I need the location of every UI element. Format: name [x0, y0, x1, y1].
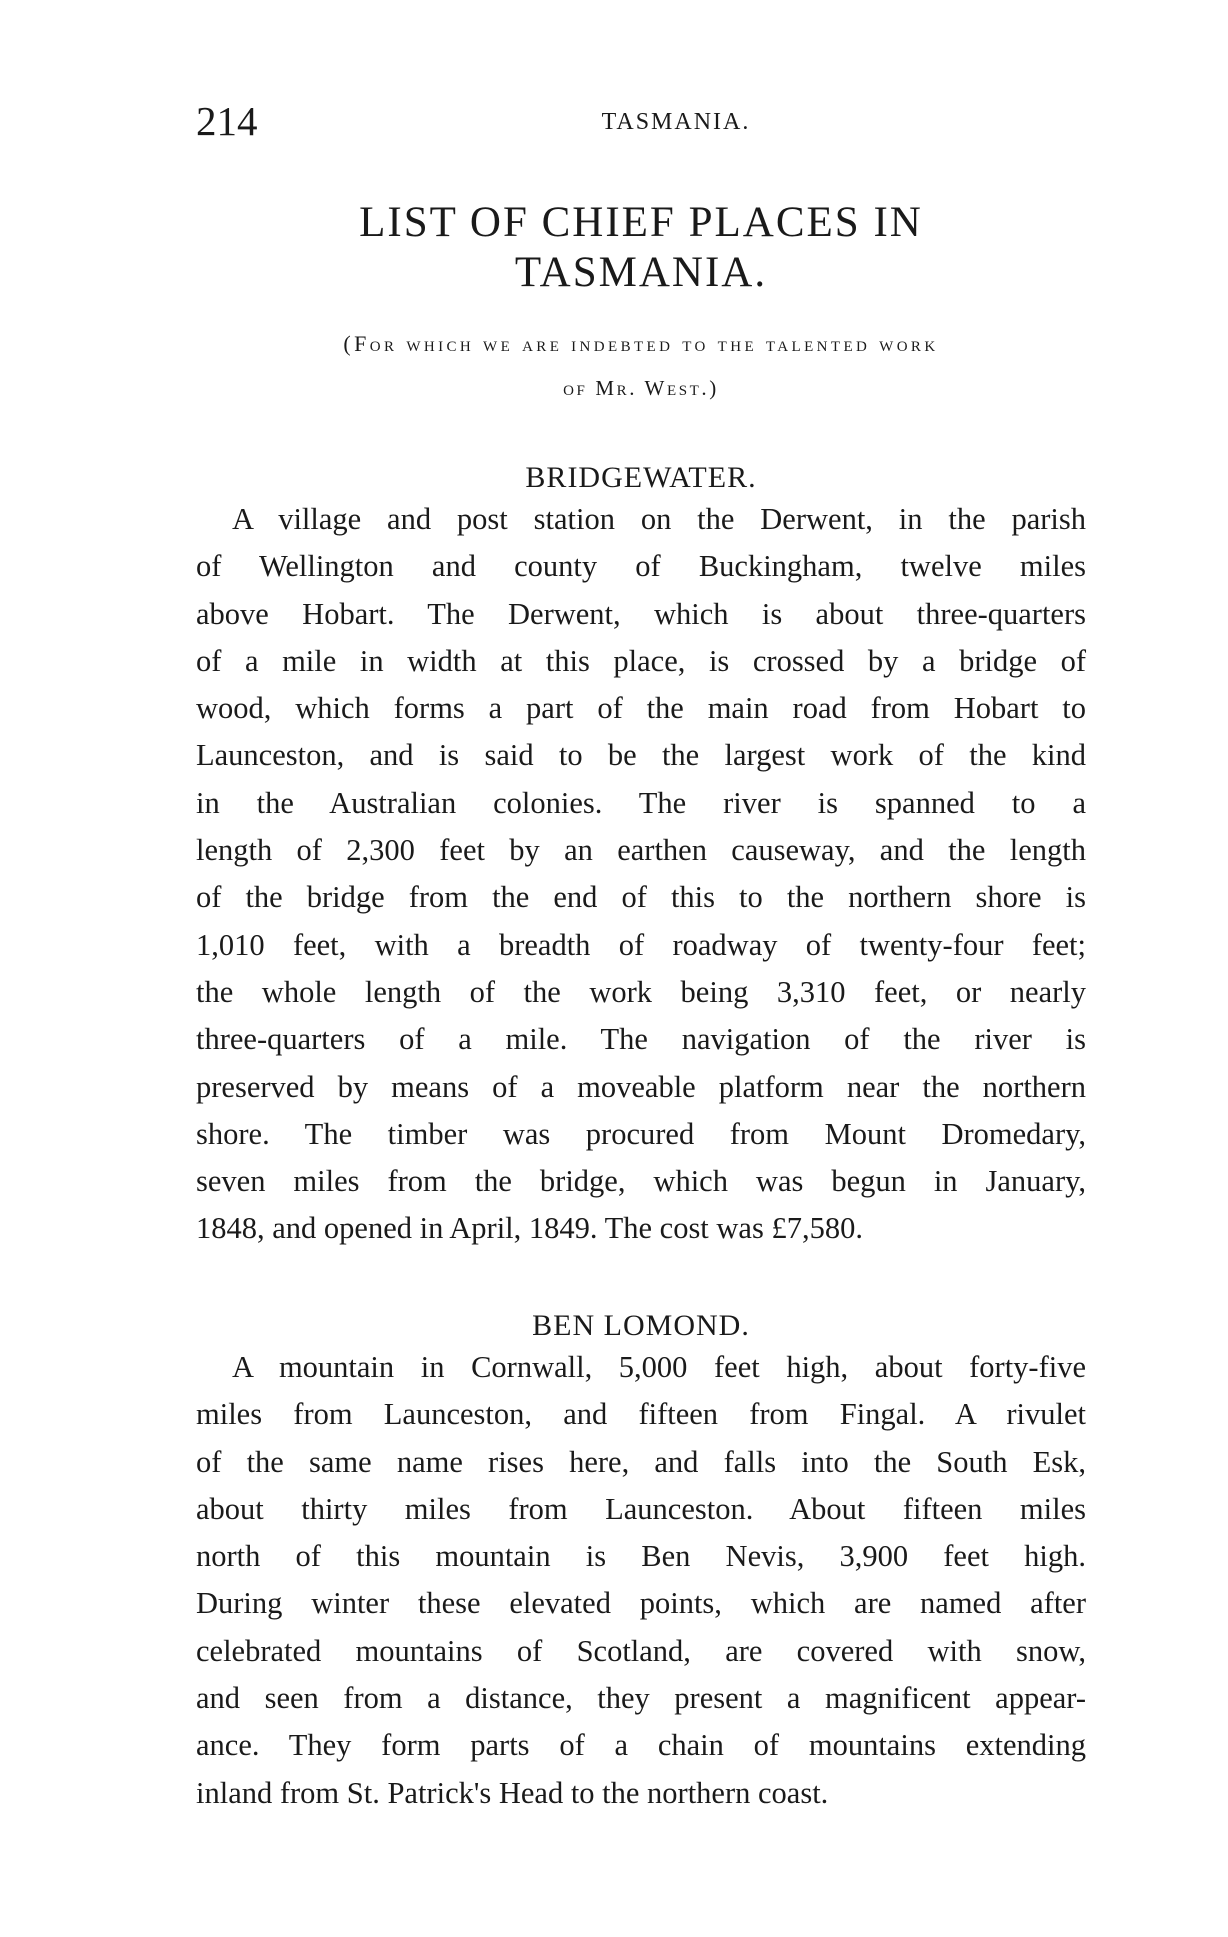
text-line: seven miles from the bridge, which was begun in January,	[196, 1164, 1086, 1199]
text-line: in the Australian colonies. The river is spanned to a	[196, 785, 1086, 820]
text-line: north of this mountain is Ben Nevis, 3,900 feet high.	[196, 1539, 1086, 1574]
section-body-bridgewater	[196, 496, 1086, 1253]
text-line: about thirty miles from Launceston. About fifteen miles	[196, 1491, 1086, 1526]
text-line: and seen from a distance, they present a magnificent appear-	[196, 1681, 1086, 1716]
text-line: shore. The timber was procured from Mount Dromedary,	[196, 1116, 1086, 1151]
page-number: 214	[196, 98, 258, 144]
text-line: Launceston, and is said to be the largest work of the kind	[196, 738, 1086, 773]
text-line: of Wellington and county of Buckingham, twelve miles	[196, 549, 1086, 584]
text-line: A mountain in Cornwall, 5,000 feet high, about forty-five	[232, 1350, 1086, 1384]
text-line: length of 2,300 feet by an earthen causeway, and the length	[196, 833, 1086, 868]
running-head	[196, 96, 1086, 146]
text-line: preserved by means of a moveable platform near the northern	[196, 1069, 1086, 1104]
section-heading-bridgewater: BRIDGEWATER.	[525, 461, 757, 494]
text-line: of a mile in width at this place, is crossed by a bridge of	[196, 643, 1086, 678]
subtitle	[196, 322, 1086, 410]
text-line: During winter these elevated points, which are named after	[196, 1586, 1086, 1621]
text-line: three-quarters of a mile. The navigation of the river is	[196, 1022, 1086, 1057]
page-title-line-1: LIST OF CHIEF PLACES IN	[359, 199, 923, 246]
text-line: miles from Launceston, and fifteen from Fingal. A rivulet	[196, 1397, 1086, 1432]
text-line: wood, which forms a part of the main road from Hobart to	[196, 691, 1086, 726]
section-body-ben-lomond	[196, 1344, 1086, 1817]
text-line: 1,010 feet, with a breadth of roadway of twenty-four feet;	[196, 927, 1086, 962]
subtitle-line-1: (For which we are indebted to the talented work	[343, 331, 939, 356]
text-line: ance. They form parts of a chain of mountains extending	[196, 1728, 1086, 1763]
page-title-line-2: TASMANIA.	[514, 249, 768, 296]
text-line: 1848, and opened in April, 1849. The cost was £7,580.	[196, 1211, 863, 1246]
text-line: of the same name rises here, and falls into the South Esk,	[196, 1444, 1086, 1479]
section-heading-ben-lomond: BEN LOMOND.	[532, 1309, 750, 1342]
subtitle-line-2: of Mr. West.)	[563, 376, 719, 400]
text-line: inland from St. Patrick's Head to the northern coast.	[196, 1775, 829, 1810]
text-line: celebrated mountains of Scotland, are covered with snow,	[196, 1633, 1086, 1668]
text-line: of the bridge from the end of this to the northern shore is	[196, 880, 1086, 915]
page-title	[196, 198, 1086, 298]
text-line: A village and post station on the Derwent, in the parish	[232, 502, 1086, 536]
text-line: above Hobart. The Derwent, which is about three-quarters	[196, 596, 1086, 631]
text-line: the whole length of the work being 3,310 feet, or nearly	[196, 974, 1086, 1009]
running-title: TASMANIA.	[601, 109, 751, 135]
